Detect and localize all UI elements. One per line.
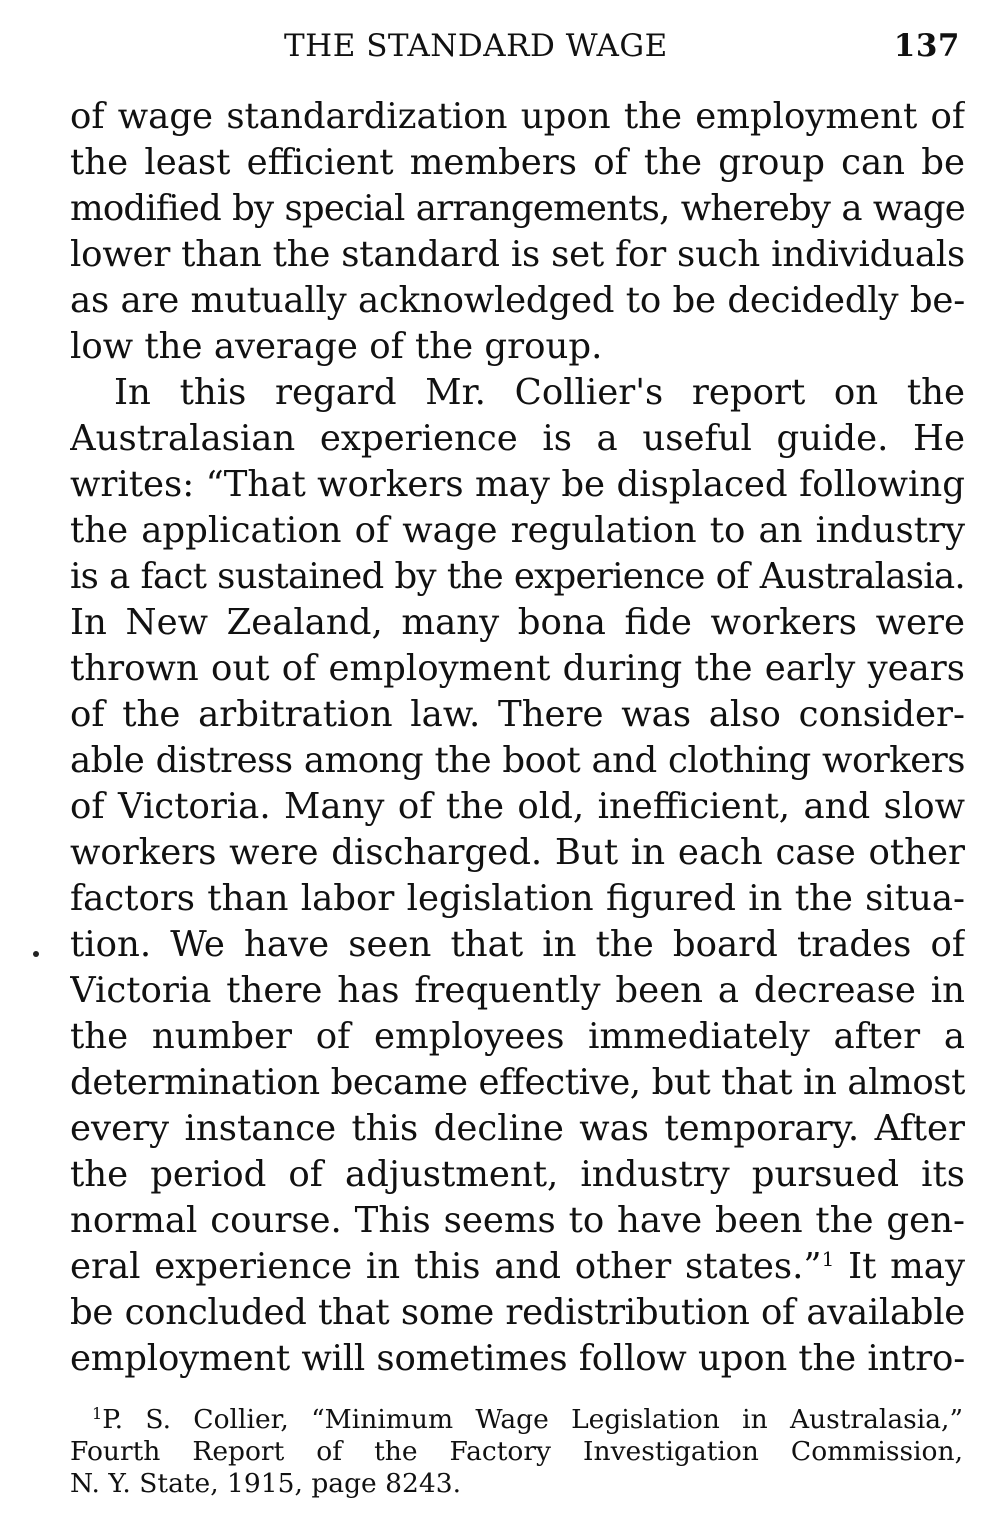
- text-line: writes: “That workers may be displaced following: [70, 464, 965, 505]
- text-segment: eral experience in this and other states.”: [70, 1246, 822, 1287]
- footnote-line: N. Y. State, 1915, page 8243.: [70, 1468, 462, 1499]
- text-line: be concluded that some redistribution of available: [70, 1292, 965, 1333]
- text-line: determination became effective, but that in almost: [70, 1062, 965, 1103]
- text-line: factors than labor legislation figured in the situa-: [70, 878, 965, 919]
- footnote-text: P. S. Collier, “Minimum Wage Legislation in Australasia,”: [102, 1404, 963, 1435]
- text-line: thrown out of employment during the early years: [70, 648, 965, 689]
- footnote-marker: 1: [92, 1404, 103, 1423]
- text-line: every instance this decline was temporary. After: [70, 1108, 965, 1149]
- page-number: 137: [893, 28, 960, 64]
- text-line: lower than the standard is set for such individuals: [70, 234, 965, 275]
- text-line: the application of wage regulation to an industry: [70, 510, 965, 551]
- text-line: is a fact sustained by the experience of Australasia.: [70, 556, 965, 597]
- text-line: normal course. This seems to have been the gen-: [70, 1200, 965, 1241]
- running-title: THE STANDARD WAGE: [284, 28, 668, 64]
- footnote-reference: 1: [821, 1247, 835, 1271]
- text-line: low the average of the group.: [70, 326, 603, 367]
- text-line: as are mutually acknowledged to be decidedly be-: [70, 280, 965, 321]
- text-segment: It may: [834, 1246, 965, 1287]
- text-line: of wage standardization upon the employment of: [70, 96, 965, 137]
- footnote: [70, 1404, 963, 1500]
- text-line: of the arbitration law. There was also consider-: [70, 694, 965, 735]
- text-line: able distress among the boot and clothing workers: [70, 740, 965, 781]
- text-line: In New Zealand, many bona fide workers were: [70, 602, 965, 643]
- text-line: modified by special arrangements, whereby a wage: [70, 188, 965, 229]
- text-line: workers were discharged. But in each case other: [70, 832, 965, 873]
- text-line: Australasian experience is a useful guide. He: [70, 418, 965, 459]
- text-line: of Victoria. Many of the old, inefficient, and slow: [70, 786, 965, 827]
- margin-speck: [33, 951, 39, 957]
- footnote-line: [70, 1404, 963, 1436]
- text-line: the least efficient members of the group can be: [70, 142, 965, 183]
- text-line: the number of employees immediately after a: [70, 1016, 965, 1057]
- running-head: [70, 28, 960, 68]
- footnote-line: Fourth Report of the Factory Investigation Commission,: [70, 1436, 963, 1467]
- text-line-with-footnote-ref: [70, 1244, 965, 1290]
- text-line: tion. We have seen that in the board trades of: [70, 924, 965, 965]
- text-line: In this regard Mr. Collier's report on the: [114, 372, 965, 413]
- text-line: the period of adjustment, industry pursued its: [70, 1154, 965, 1195]
- text-line: employment will sometimes follow upon the intro-: [70, 1338, 965, 1379]
- text-line: Victoria there has frequently been a decrease in: [70, 970, 965, 1011]
- body-text: [70, 94, 965, 1382]
